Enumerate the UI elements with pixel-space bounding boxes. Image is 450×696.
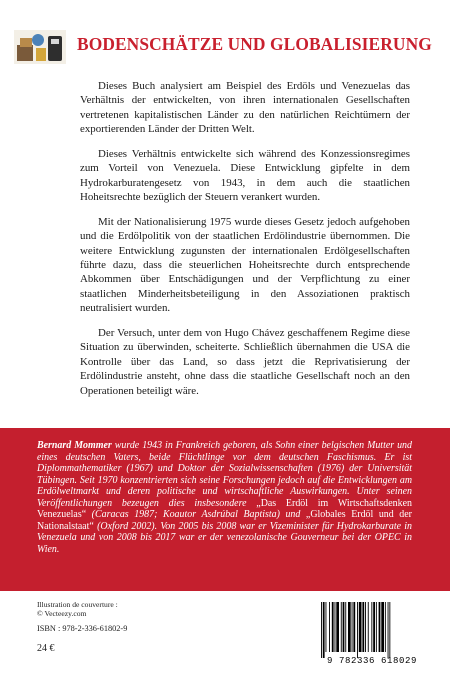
barcode-bar	[323, 602, 325, 658]
barcode-bar	[332, 602, 334, 652]
barcode-bar	[389, 602, 390, 658]
barcode-bar	[362, 602, 364, 652]
credit-line-1: Illustration de couverture :	[37, 600, 118, 609]
collection-logo-icon	[14, 30, 66, 64]
barcode-bar	[388, 602, 389, 658]
barcode-bar	[371, 602, 372, 652]
barcode-bar	[385, 602, 386, 652]
bio-text-2: (Caracas 1987; Koautor Asdrúbal Baptista) und	[86, 509, 306, 520]
barcode-bar	[379, 602, 381, 652]
barcode-bar	[335, 602, 336, 652]
barcode-bar	[341, 602, 342, 652]
barcode-bar	[365, 602, 366, 652]
ean13-barcode-icon	[307, 602, 417, 658]
barcode-bar	[353, 602, 355, 652]
paragraph-1: Dieses Buch analysiert am Beispiel des Erdöls und Venezuelas das Verhältnis der entwickelten, von ihren internationalen Gesellschaften vertretenen kapitalistischen Länder zu den natürlichen Reichtümern der exportierenden Länder der Dritten Welt.	[80, 80, 410, 136]
barcode-bar	[348, 602, 351, 652]
barcode-bar	[359, 602, 362, 652]
cover-credit	[37, 600, 118, 618]
barcode-bar	[321, 602, 322, 658]
page-title: BODENSCHÄTZE UND GLOBALISIERUNG	[77, 34, 432, 54]
credit-line-2: © Vecteezy.com	[37, 609, 87, 619]
barcode-bar	[343, 602, 345, 652]
barcode-bar	[373, 602, 375, 652]
bio-work-1: „Das Erdöl im Wirtschaftsdenken Venezuelas“	[37, 497, 413, 520]
barcode-bar	[336, 602, 339, 652]
paragraph-3: Mit der Nationalisierung 1975 wurde dieses Gesetz jedoch aufgehoben und die Erdölpolitik von der staatlichen Erdölindustrie übernommen. Die weitere Entwicklung zugunsten der internationalen Erdölgesellschaften führte dazu, dass die steuerlichen Hoheitsrechte durch entsprechende Abkommen über Entschädigungen und der Verpflichtung zu einer staatlichen Minderheitsbeteiligung in den Assoziationen praktisch neutralisiert wurden.	[80, 215, 410, 315]
barcode-bar	[329, 602, 330, 652]
barcode-bar	[345, 602, 346, 652]
barcode-bar	[376, 602, 377, 652]
author-name: Bernard Mommer	[37, 440, 112, 451]
header	[14, 30, 444, 64]
barcode-bar	[357, 602, 358, 658]
bio-work-2: „Globales Erdöl und der Nationalstaat“	[37, 509, 412, 532]
back-cover-text	[80, 79, 410, 408]
isbn: ISBN : 978-2-336-61802-9	[37, 624, 128, 633]
barcode-bar	[368, 602, 369, 652]
barcode-digits: 9 782336 618029	[326, 656, 417, 666]
author-bio	[37, 440, 412, 555]
barcode-bar	[352, 602, 353, 652]
bio-text-3: (Oxford 2002). Von 2005 bis 2008 war er Vizeminister für Hydrokarburate in Venezuela und von 2008 bis 2017 war er der venezolanische Gouverneur bei der OPEC in Wien.	[37, 520, 412, 555]
barcode-bar	[381, 602, 384, 652]
bio-text-1: wurde 1943 in Frankreich geboren, als Sohn einer belgischen Mutter und eines deutschen Vaters, beide Flüchtlinge vor dem deutschen Faschismus. Er ist Diplommathematiker (1967) und Doktor der Sozialwissenschaften (1976) der Universität Tübingen. Seit 1970 konzentrierten sich seine Forschungen jedoch auf die Entwicklungen am Erdölweltmarkt und deren politische und wirtschaftliche Auswirkungen. Unter seinen Veröffentlichungen bezeugen dies insbesondere	[37, 440, 412, 509]
barcode-bar	[326, 602, 327, 652]
paragraph-2: Dieses Verhältnis entwickelte sich während des Konzessionsregimes zum Vorteil von Venezuela. Diese Entwicklung gipfelte in dem Hydrokarburatengesetz von 1943, in dem auch die staatlichen Hoheitsrechte bezüglich der Steuern verankert wurden.	[80, 147, 410, 204]
price: 24 €	[37, 643, 55, 654]
paragraph-4: Der Versuch, unter dem von Hugo Chávez geschaffenem Regime diese Situation zu überwinden, scheiterte. Schließlich übernahmen die USA die Kontrolle über das Land, so dass jetzt die Reprivatisierung der Erdölindustrie ansteht, ohne dass die staatliche Gesellschaft noch an den Operationen beteiligt wäre.	[80, 326, 410, 397]
